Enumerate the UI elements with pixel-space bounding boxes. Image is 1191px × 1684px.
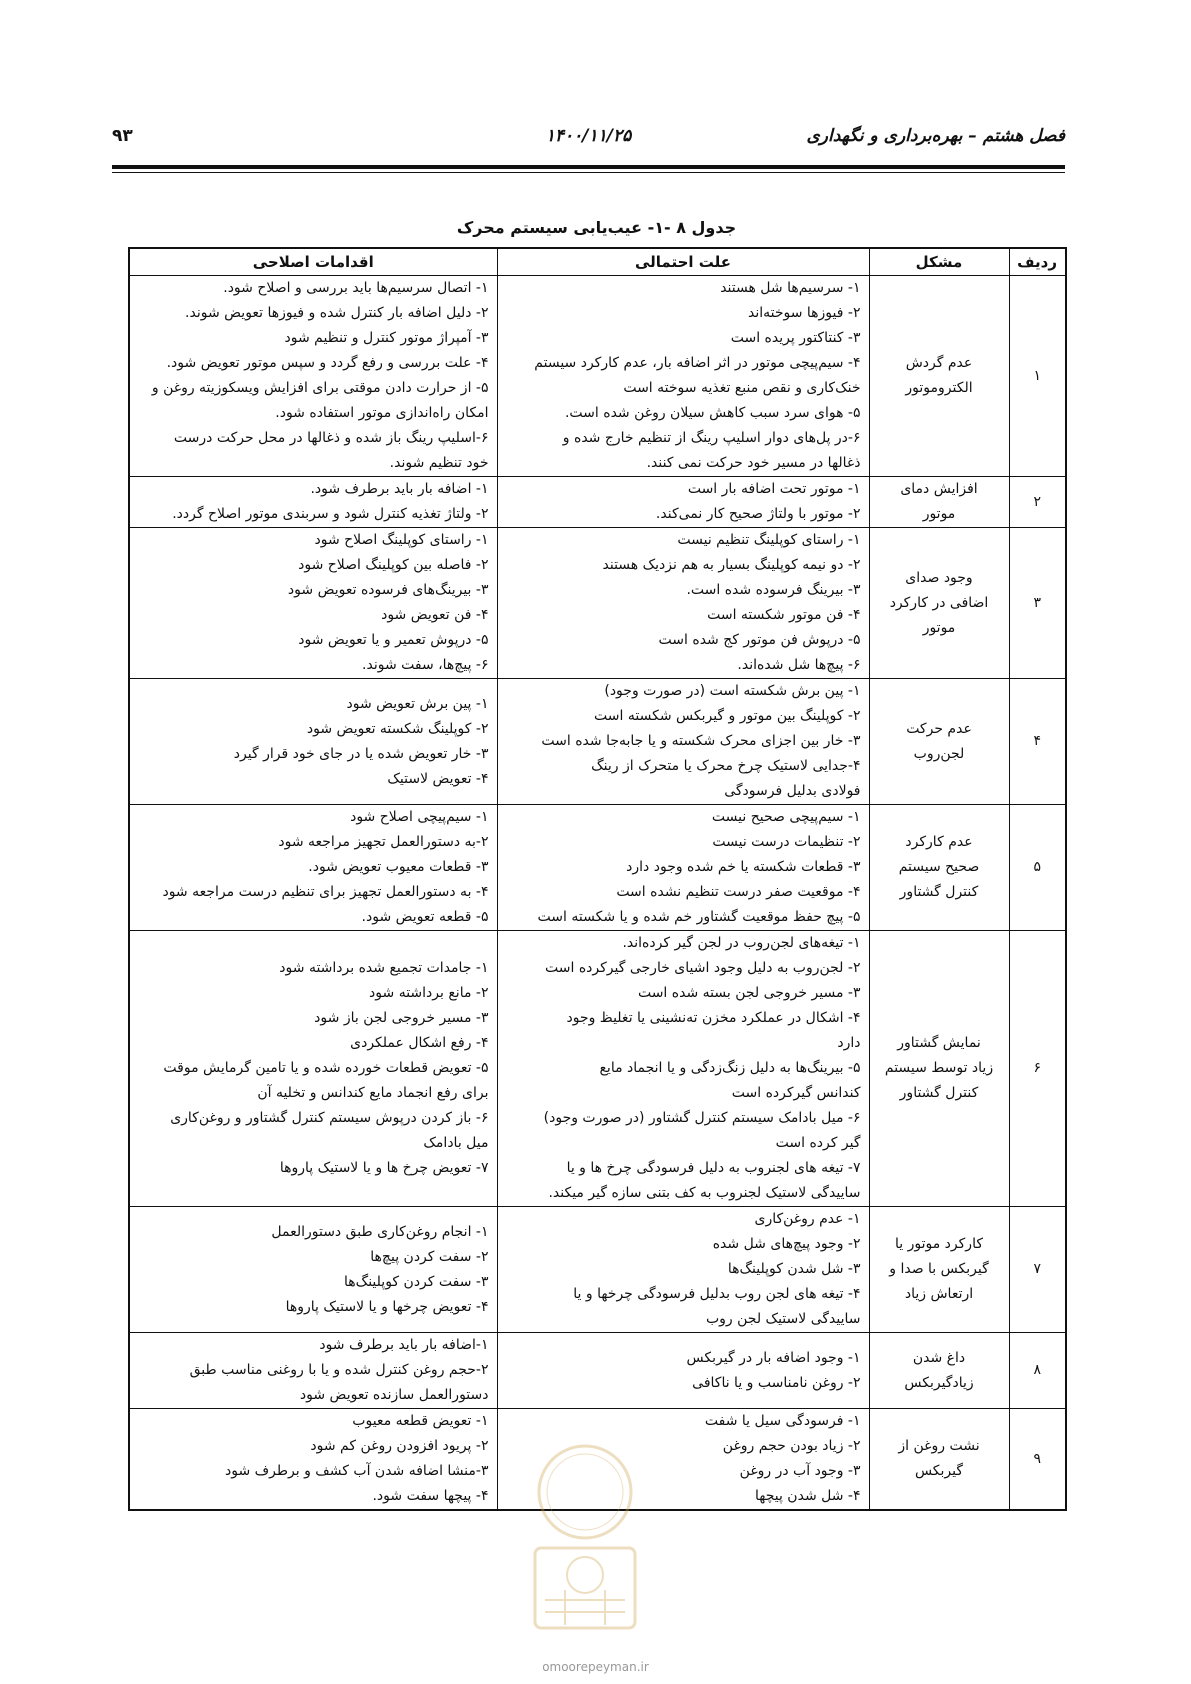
cause-line: ۲- لجن‌روب به دلیل وجود اشیای خارجی گیرکرده است [545,960,861,976]
cause-line: ۳- شل شدن کوپلینگ‌ها [727,1261,861,1277]
row-number: ۵ [1009,805,1066,931]
problem-line: صحیح سیستم [898,859,980,875]
action-line: ۵- تعویض قطعات خورده شده و یا تامین گرمایش موقت [163,1060,489,1076]
action-line: ۱- اضافه بار باید برطرف شود. [310,481,489,497]
problem-line: گیربکس با صدا و [889,1261,989,1277]
cause-line: ۵- پیچ حفظ موقعیت گشتاور خم شده و یا شکسته است [537,909,861,925]
table-row [129,679,1066,805]
action-line: ۳- آمپراژ موتور کنترل و تنظیم شود [284,330,489,346]
problem-line: کنترل گشتاور [899,1085,979,1101]
cause-line: ۳- بیرینگ فرسوده شده است. [686,582,861,598]
cause-line: ۳- کنتاکتور پریده است [730,330,861,346]
row-number: ۲ [1009,477,1066,528]
header-action: اقدامات اصلاحی [129,248,497,276]
problem-line: الکتروموتور [905,380,973,396]
action-line: ۲- مانع برداشته شود [369,985,489,1001]
cause-line: ۶- پیچ‌ها شل شده‌اند. [737,657,861,673]
action-line: ۲- کوپلینگ شکسته تعویض شود [306,720,489,737]
table-header-row [129,248,1066,276]
table-row [129,1207,1066,1333]
problem-line: عدم گردش [905,355,973,371]
cause-line: ۴- شل شدن پیچها [754,1488,861,1504]
action-line: ۷- تعویض چرخ ها و یا لاستیک پاروها [279,1160,489,1176]
problem-cell [869,528,1009,679]
header-row-number: ردیف [1009,248,1066,276]
header-rule-thin [112,172,1065,173]
row-number: ۴ [1009,679,1066,805]
action-line: ۲- فاصله بین کوپلینگ اصلاح شود [298,557,489,573]
action-line: ۳- سفت کردن کوپلینگ‌ها [344,1273,489,1290]
action-line: ۱- انجام روغن‌کاری طبق دستورالعمل [271,1223,489,1240]
cause-line: ساییدگی لاستیک لجنروب به کف بتنی سازه گیر میکند. [548,1185,861,1201]
problem-line: وجود صدای [905,569,973,586]
action-line: امکان راه‌اندازی موتور استفاده شود. [275,405,489,421]
action-line: ۱- تعویض قطعه معیوب [352,1413,489,1429]
cause-line: خنک‌کاری و نقص منبع تغذیه سوخته است [623,380,861,396]
cause-line: ۳- وجود آب در روغن [739,1463,861,1479]
problem-line: زیادگیربکس [904,1374,974,1391]
cause-line: ۱- عدم روغن‌کاری [754,1211,861,1227]
table-body [129,276,1066,1511]
action-line: ۳- قطعات معیوب تعویض شود. [308,859,489,875]
cause-line: ۴- اشکال در عملکرد مخزن ته‌نشینی یا تغلیظ وجود [566,1010,861,1026]
cause-line: ۴- موقعیت صفر درست تنظیم نشده است [616,884,861,900]
cause-line: دارد [837,1035,861,1051]
action-line: ۲-حجم روغن کنترل شده و یا با روغنی مناسب طبق [189,1362,489,1378]
action-line: ۲-به دستورالعمل تجهیز مراجعه شود [278,834,489,850]
problem-cell [869,477,1009,528]
cause-line: ۱- سرسیم‌ها شل هستند [720,280,861,296]
cause-line: ۳- خار بین اجزای محرک شکسته و یا جابه‌جا شده است [541,733,861,749]
action-line: ۲- دلیل اضافه بار کنترل شده و فیوزها تعویض شوند. [185,305,489,321]
cause-cell [497,1207,869,1333]
cause-line: ۱- وجود اضافه بار در گیربکس [686,1349,861,1366]
action-line: میل بادامک [423,1135,489,1151]
cause-line: ۶-در پل‌های دوار اسلیپ رینگ از تنظیم خارج شده و [562,430,861,446]
watermark-url: omoorepeyman.ir [542,1660,649,1674]
action-line: ۵- درپوش تعمیر و یا تعویض شود [298,632,489,648]
action-line: ۲- پریود افزودن روغن کم شود [310,1438,489,1454]
cause-line: گیر کرده است [775,1135,861,1151]
cause-line: ذغالها در مسیر خود حرکت نمی کنند. [646,455,861,471]
action-cell [129,477,497,528]
table-row [129,931,1066,1207]
cause-cell [497,1333,869,1409]
cause-line: ۱- سیم‌پیچی صحیح نیست [711,809,861,825]
action-line: ۴- فن تعویض شود [381,607,489,623]
cause-cell [497,931,869,1207]
action-line: خود تنظیم شوند. [389,455,489,471]
cause-line: ۲- روغن نامناسب و یا ناکافی [692,1374,861,1391]
row-number: ۸ [1009,1333,1066,1409]
header-date: ۱۴۰۰/۱۱/۲۵ [545,126,632,146]
cause-line: ۲- فیوزها سوخته‌اند [747,305,861,321]
cause-line: ۲- تنظیمات درست نیست [712,834,861,850]
header-rule-thick [112,165,1065,169]
problem-cell [869,1207,1009,1333]
cause-cell [497,477,869,528]
problem-line: نمایش گشتاور [897,1035,981,1051]
row-number: ۳ [1009,528,1066,679]
cause-line: ۱- راستای کوپلینگ تنظیم نیست [677,532,861,548]
action-line: ۵- قطعه تعویض شود. [361,909,489,925]
action-line: ۱- سیم‌پیچی اصلاح شود [350,809,489,825]
action-line: ۱- اتصال سرسیم‌ها باید بررسی و اصلاح شود. [223,280,489,296]
troubleshooting-table [128,247,1067,1511]
action-cell [129,528,497,679]
cause-line: ۳- مسیر خروجی لجن بسته شده است [637,985,861,1001]
cause-line: ۱- پین برش شکسته است (در صورت وجود) [604,683,861,699]
cause-cell [497,276,869,477]
table-row [129,276,1066,477]
table-caption: جدول ۸ -۱- عیب‌یابی سیستم محرک [456,218,737,237]
problem-line: افزایش دمای [900,481,978,497]
problem-line: موتور [922,506,956,522]
action-line: ۴- علت بررسی و رفع گردد و سپس موتور تعویض شود. [166,355,489,371]
cause-line: ۲- موتور با ولتاژ صحیح کار نمی‌کند. [655,506,861,522]
table-row [129,1333,1066,1409]
problem-cell [869,679,1009,805]
row-number: ۱ [1009,276,1066,477]
page-header [112,126,1065,156]
action-line: ۲- ولتاژ تغذیه کنترل شود و سربندی موتور اصلاح گردد. [172,506,489,522]
cause-line: ۲- زیاد بودن حجم روغن [722,1438,861,1454]
action-cell [129,1207,497,1333]
table-row [129,528,1066,679]
problem-line: موتور [922,619,956,636]
problem-line: گیربکس [914,1463,964,1479]
cause-cell [497,805,869,931]
cause-line: ۴- تیغه های لجن روب بدلیل فرسودگی چرخها و یا [573,1286,861,1302]
problem-cell [869,805,1009,931]
cause-line: ۵- بیرینگ‌ها به دلیل زنگ‌زدگی و یا انجماد مایع [599,1060,861,1076]
watermark-logo-icon [505,1440,665,1640]
action-line: ۱- راستای کوپلینگ اصلاح شود [314,532,489,548]
action-line: ۳-منشا اضافه شدن آب کشف و برطرف شود [225,1463,489,1479]
action-line: ۴- پیچها سفت شود. [372,1488,489,1504]
action-line: ۱- جامدات تجمیع شده برداشته شود [279,960,489,976]
row-number: ۹ [1009,1409,1066,1511]
action-line: ۳- مسیر خروجی لجن باز شود [314,1010,489,1026]
cause-line: ۵- درپوش فن موتور کج شده است [658,632,861,648]
cause-line: ۷- تیغه های لجنروب به دلیل فرسودگی چرخ ها و یا [566,1160,861,1176]
cause-line: ۱- فرسودگی سیل یا شفت [704,1413,861,1429]
cause-line: فولادی بدلیل فرسودگی [724,783,861,799]
action-cell [129,931,497,1207]
chapter-title: فصل هشتم – بهره‌برداری و نگهداری [806,126,1065,146]
problem-line: عدم حرکت [906,720,972,737]
problem-cell [869,1409,1009,1511]
action-cell [129,1333,497,1409]
table-row [129,805,1066,931]
cause-line: ۴-جدایی لاستیک چرخ محرک یا متحرک از رینگ [591,758,861,774]
cause-line: ۶- میل بادامک سیستم کنترل گشتاور (در صورت وجود) [543,1110,861,1126]
row-number: ۶ [1009,931,1066,1207]
problem-line: کارکرد موتور یا [895,1236,983,1252]
problem-line: ارتعاش زیاد [904,1286,974,1302]
header-problem: مشکل [869,248,1009,276]
cause-line: کندانس گیرکرده است [731,1085,861,1101]
action-line: ۶-اسلیپ رینگ باز شده و ذغالها در محل حرکت درست [173,430,489,446]
cause-cell [497,528,869,679]
cause-line: ۴- سیم‌پیچی موتور در اثر اضافه بار، عدم کارکرد سیستم [534,355,861,371]
action-cell [129,276,497,477]
cause-line: ۲- کوپلینگ بین موتور و گیربکس شکسته است [594,708,861,724]
problem-line: زیاد توسط سیستم [884,1060,994,1076]
problem-line: نشت روغن از [898,1438,980,1454]
cause-line: ۱- موتور تحت اضافه بار است [687,481,861,497]
action-line: ۳- خار تعویض شده یا در جای خود قرار گیرد [233,745,489,762]
problem-line: عدم کارکرد [905,834,973,850]
cause-line: ساییدگی لاستیک لجن روب [705,1311,861,1327]
problem-line: لجن‌روب [913,745,965,762]
cause-line: ۴- فن موتور شکسته است [707,607,861,623]
action-line: ۴- تعویض چرخها و یا لاستیک پاروها [285,1298,489,1315]
page-number: ۹۳ [112,126,133,146]
action-line: دستورالعمل سازنده تعویض شود [299,1387,489,1403]
cause-line: ۲- وجود پیچ‌های شل شده [712,1236,861,1252]
cause-cell [497,679,869,805]
problem-cell [869,1333,1009,1409]
cause-line: ۵- هوای سرد سبب کاهش سیلان روغن شده است. [564,405,861,421]
action-line: ۴- به دستورالعمل تجهیز برای تنظیم درست مراجعه شود [162,884,489,900]
action-line: ۱- پین برش تعویض شود [346,695,489,712]
action-line: ۲- سفت کردن پیچ‌ها [370,1248,489,1265]
action-line: ۶- باز کردن درپوش سیستم کنترل گشتاور و روغن‌کاری [170,1110,489,1126]
problem-cell [869,276,1009,477]
action-line: ۱-اضافه بار باید برطرف شود [319,1337,489,1353]
header-cause: علت احتمالی [497,248,869,276]
table-row [129,477,1066,528]
cause-line: ۳- قطعات شکسته یا خم شده وجود دارد [626,859,861,875]
cause-line: ۱- تیغه‌های لجن‌روب در لجن گیر کرده‌اند. [622,935,861,951]
problem-cell [869,931,1009,1207]
action-line: برای رفع انجماد مایع کندانس و تخلیه آن [257,1085,489,1101]
cause-line: ۲- دو نیمه کوپلینگ بسیار به هم نزدیک هستند [602,557,861,573]
action-cell [129,1409,497,1511]
row-number: ۷ [1009,1207,1066,1333]
action-line: ۳- بیرینگ‌های فرسوده تعویض شود [287,582,489,598]
problem-line: کنترل گشتاور [899,884,979,900]
action-cell [129,679,497,805]
problem-line: اضافی در کارکرد [889,594,989,611]
action-cell [129,805,497,931]
action-line: ۴- رفع اشکال عملکردی [350,1035,489,1051]
problem-line: داغ شدن [912,1349,966,1366]
action-line: ۴- تعویض لاستیک [387,770,489,787]
action-line: ۶- پیچ‌ها، سفت شوند. [362,657,489,673]
action-line: ۵- از حرارت دادن موقتی برای افزایش ویسکوزیته روغن و [151,380,489,396]
